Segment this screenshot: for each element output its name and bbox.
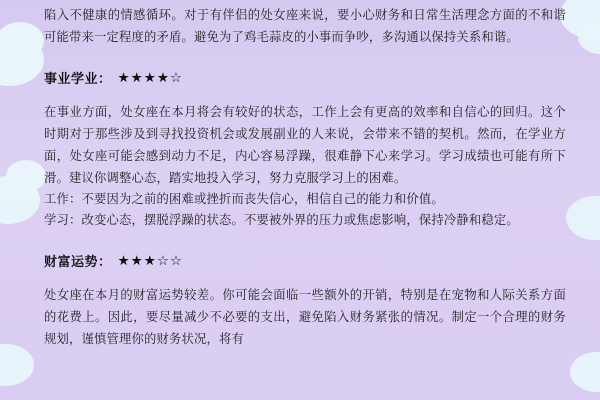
rating-stars-wealth: ★★★☆☆	[117, 252, 184, 269]
section-heading-career	[0, 68, 600, 87]
career-paragraph: 在事业方面，处女座在本月将会有较好的状态，工作上会有更高的效率和自信心的回归。这个时期对于那些涉及到寻找投资机会或发展副业的人来说，会带来不错的契机。然而，在学业方面，处女座可能会感到动力不足，内心容易浮躁，很难静下心来学习。学习成绩也可能有所下滑。建议你调整心态，踏实地投入学习，努力克服学习上的困难。	[44, 105, 566, 185]
career-work-note: 工作：不要因为之前的困难或挫折而丧失信心，相信自己的能力和价值。	[44, 192, 444, 206]
section-title-wealth: 财富运势：	[44, 255, 112, 270]
wealth-paragraph: 处女座在本月的财富运势较差。你可能会面临一些额外的开销，特别是在宠物和人际关系方面的花费上。因此，要尽量减少不必要的支出，避免陷入财务紧张的情况。制定一个合理的财务规划，谨慎管理你的财务状况，将有	[44, 288, 566, 346]
rating-stars-career: ★★★★☆	[117, 69, 184, 86]
section-heading-wealth	[0, 251, 600, 270]
cloud-decoration-icon	[0, 344, 34, 386]
intro-paragraph: 陷入不健康的情感循环。对于有伴侣的处女座来说，要小心财务和日常生活理念方面的不和谐可能带来一定程度的矛盾。避免为了鸡毛蒜皮的小事而争吵，多沟通以保持关系和谐。	[44, 8, 566, 44]
cloud-decoration-icon	[570, 352, 600, 392]
career-study-note: 学习：改变心态，摆脱浮躁的状态。不要被外界的压力或焦虑影响，保持冷静和稳定。	[44, 213, 519, 227]
section-title-career: 事业学业：	[44, 72, 112, 87]
